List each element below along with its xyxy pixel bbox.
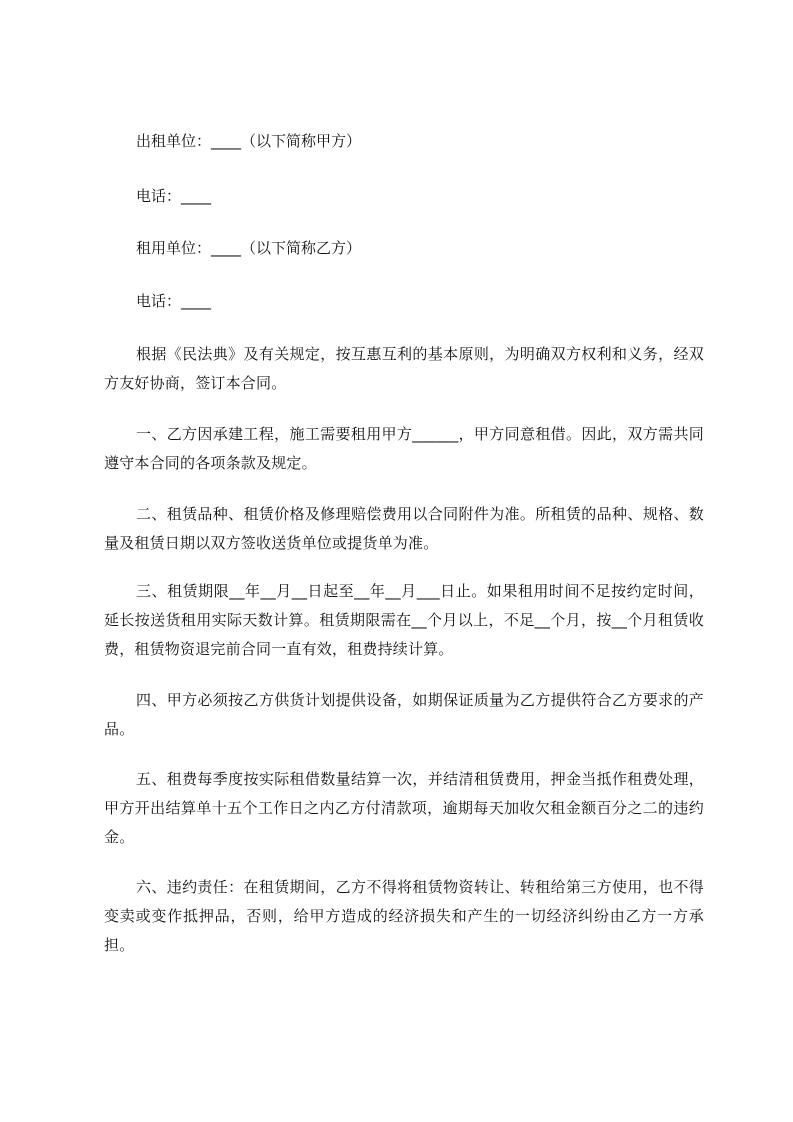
clause-3-paragraph: 三、租赁期限__年__月__日起至__年__月___日止。如果租用时间不足按约定时间，延长按送货租用实际天数计算。租赁期限需在__个月以上，不足__个月，按__个月租赁收费，租赁物资退完前合同一直有效，租费持续计算。 xyxy=(104,582,704,658)
lessee-line: 租用单位：____（以下简称乙方） xyxy=(136,239,362,257)
clause-4-paragraph: 四、甲方必须按乙方供货计划提供设备，如期保证质量为乙方提供符合乙方要求的产品。 xyxy=(104,691,704,738)
clause-1-paragraph: 一、乙方因承建工程，施工需要租用甲方______，甲方同意租借。因此，双方需共同遵守本合同的各项条款及规定。 xyxy=(104,425,704,472)
clause-2-paragraph: 二、租赁品种、租赁价格及修理赔偿费用以合同附件为准。所租赁的品种、规格、数量及租赁日期以双方签收送货单位或提货单为准。 xyxy=(104,505,704,552)
clause-6-paragraph: 六、违约责任：在租赁期间，乙方不得将租赁物资转让、转租给第三方使用，也不得变卖或变作抵押品，否则，给甲方造成的经济损失和产生的一切经济纠纷由乙方一方承担。 xyxy=(104,878,704,954)
clause-5-paragraph: 五、租费每季度按实际租借数量结算一次，并结清租赁费用，押金当抵作租费处理，甲方开出结算单十五个工作日之内乙方付清款项，逾期每天加收欠租金额百分之二的违约金。 xyxy=(104,770,704,846)
lessor-line: 出租单位：____（以下简称甲方） xyxy=(136,132,362,150)
intro-paragraph: 根据《民法典》及有关规定，按互惠互利的基本原则，为明确双方权利和义务，经双方友好协商，签订本合同。 xyxy=(104,345,704,392)
lessor-phone-line: 电话：____ xyxy=(136,187,212,205)
lessee-phone-line: 电话：____ xyxy=(136,292,212,310)
